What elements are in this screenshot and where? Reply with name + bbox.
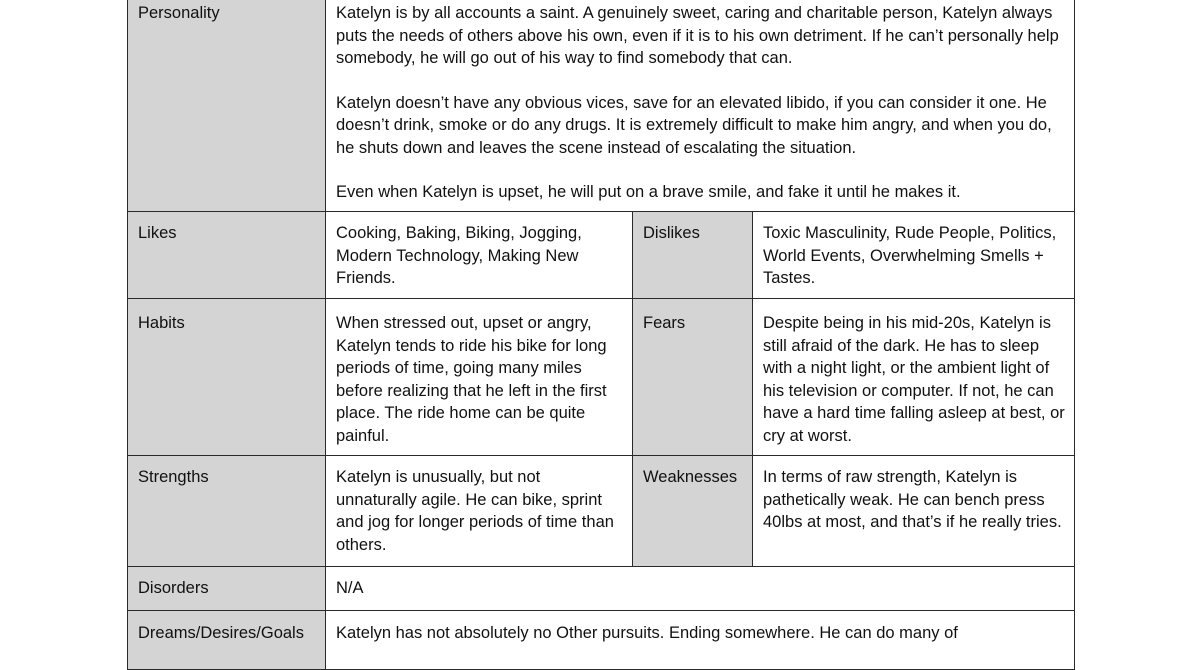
next-row-label-cell [127,610,326,670]
weaknesses-value: In terms of raw strength, Katelyn is pathetically weak. He can bench press 40lbs at most, and that’s if he really tries. [763,468,1062,531]
dislikes-label: Dislikes [643,224,700,242]
weaknesses-label: Weaknesses [643,468,738,486]
personality-label-cell [127,0,326,212]
likes-value: Cooking, Baking, Biking, Jogging, Modern Technology, Making New Friends. [336,224,582,287]
dislikes-label-cell [632,211,753,299]
habits-label-cell [127,298,326,456]
disorders-label: Disorders [138,579,209,597]
next-row-label: Dreams/Desires/Goals [138,624,304,642]
strengths-label-cell [127,455,326,567]
next-row-value-cell [325,610,1075,670]
disorders-label-cell [127,566,326,611]
weaknesses-value-cell [752,455,1075,567]
dislikes-value-cell [752,211,1075,299]
fears-label-cell [632,298,753,456]
habits-value-cell [325,298,633,456]
personality-paragraph-2: Katelyn doesn’t have any obvious vices, save for an elevated libido, if you can consider it one. He doesn’t drink, smoke or do any drugs. It is extremely difficult to make him angry, and when you do, he shuts down and leaves the scene instead of escalating the situation. [336,93,1052,157]
personality-paragraph-3: Even when Katelyn is upset, he will put on a brave smile, and fake it until he makes it. [336,183,961,201]
disorders-value: N/A [336,579,364,597]
fears-value: Despite being in his mid-20s, Katelyn is still afraid of the dark. He has to sleep with a night light, or the ambient light of his television or computer. If not, he can have a hard time falling asleep at best, or cry at worst. [763,314,1065,445]
personality-label: Personality [138,4,220,22]
strengths-label: Strengths [138,468,209,486]
personality-paragraph-1: Katelyn is by all accounts a saint. A genuinely sweet, caring and charitable person, Katelyn always puts the needs of others above his own, even if it is to his own detriment. If he can’t personally help somebody, he will go out of his way to find somebody that can. [336,4,1059,67]
strengths-value: Katelyn is unusually, but not unnaturally agile. He can bike, sprint and jog for longer periods of time than others. [336,468,614,554]
likes-value-cell [325,211,633,299]
weaknesses-label-cell [632,455,753,567]
disorders-value-cell [325,566,1075,611]
likes-label: Likes [138,224,177,242]
likes-label-cell [127,211,326,299]
fears-label: Fears [643,314,686,332]
habits-value: When stressed out, upset or angry, Katelyn tends to ride his bike for long periods of time, going many miles before realizing that he left in the first place. The ride home can be quite painful. [336,314,607,445]
strengths-value-cell [325,455,633,567]
fears-value-cell [752,298,1075,456]
personality-value-cell [325,0,1075,212]
dislikes-value: Toxic Masculinity, Rude People, Politics, World Events, Overwhelming Smells + Tastes. [763,224,1057,287]
habits-label: Habits [138,314,185,332]
next-row-value: Katelyn has not absolutely no Other pursuits. Ending somewhere. He can do many of [336,624,958,642]
